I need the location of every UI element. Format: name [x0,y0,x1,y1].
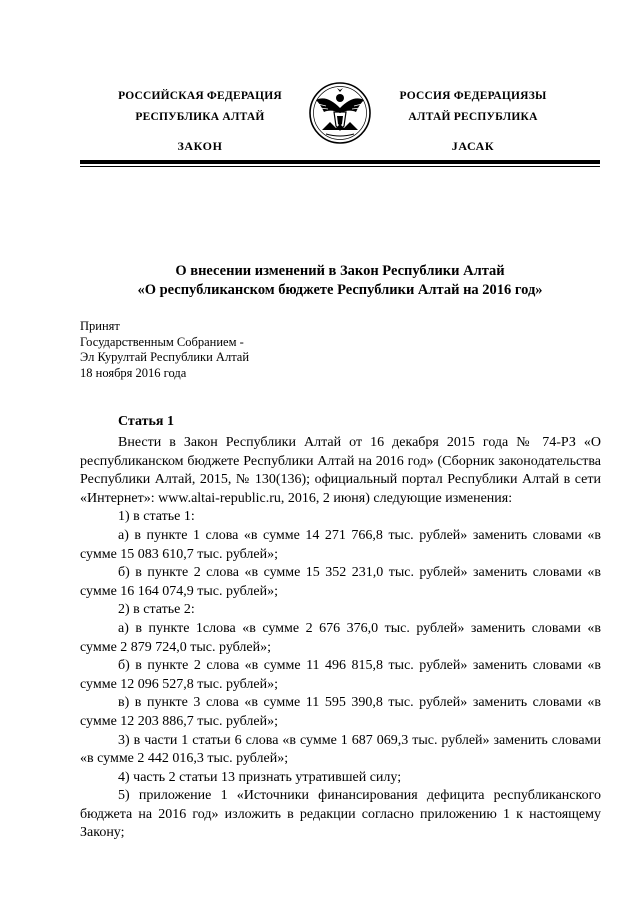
header-divider-thin [80,166,600,167]
article-paragraph: а) в пункте 1 слова «в сумме 14 271 766,8 тыс. рублей» заменить словами «в сумме 15 083 610,7 тыс. рублей»; [80,527,601,562]
adoption-note [80,319,249,381]
header-right [388,86,558,157]
title-line-2: «О республиканском бюджете Республики Алтай на 2016 год» [137,282,543,298]
article-paragraph: 3) в части 1 статьи 6 слова «в сумме 1 687 069,3 тыс. рублей» заменить словами «в сумме 2 442 016,3 тыс. рублей»; [80,732,601,767]
article-paragraph: Внести в Закон Республики Алтай от 16 декабря 2015 года № 74-РЗ «О республиканском бюджете Республики Алтай на 2016 год» (Сборник законодательства Республики Алтай, 2015, № 130(136); официальный портал Республики Алтай в сети «Интернет»: www.altai-republic.ru, 2016, 2 июня) следующие изменения: [80,435,601,506]
header-left-law: ЗАКОН [177,139,223,153]
adoption-date: 18 ноября 2016 года [80,365,187,380]
header-right-republic: АЛТАЙ РЕСПУБЛИКА [408,111,538,123]
adoption-line-3: Эл Курултай Республики Алтай [80,350,250,364]
adoption-line-1: Принят [80,319,120,333]
article-paragraph: б) в пункте 2 слова «в сумме 15 352 231,0 тыс. рублей» заменить словами «в сумме 16 164 074,9 тыс. рублей»; [80,565,601,599]
adoption-line-2: Государственным Собранием - [80,334,244,349]
header-right-country: РОССИЯ ФЕДЕРАЦИЯЗЫ [399,90,547,102]
title-line-1: О внесении изменений в Закон Республики Алтай [175,263,505,279]
document-title [80,262,600,300]
article-paragraph: 5) приложение 1 «Источники финансирования дефицита республиканского бюджета на 2016 год» изложить в редакции согласно приложению 1 к настоящему Закону; [80,788,601,841]
header-right-law: ЈАСАК [451,139,495,153]
article-paragraph: в) в пункте 3 слова «в сумме 11 595 390,8 тыс. рублей» заменить словами «в сумме 12 203 886,7 тыс. рублей»; [80,695,601,729]
altai-coat-of-arms-icon [300,80,380,146]
article-paragraph: 1) в статье 1: [118,509,195,525]
article-paragraph: а) в пункте 1слова «в сумме 2 676 376,0 тыс. рублей» заменить словами «в сумме 2 879 724,0 тыс. рублей»; [80,620,601,655]
article-paragraph: б) в пункте 2 слова «в сумме 11 496 815,8 тыс. рублей» заменить словами «в сумме 12 096 527,8 тыс. рублей»; [80,658,601,692]
header-left-country: РОССИЙСКАЯ ФЕДЕРАЦИЯ [118,90,282,102]
article-heading: Статья 1 [118,414,174,429]
header-divider-thick [80,160,600,164]
article-paragraph: 2) в статье 2: [118,602,195,618]
article-paragraph: 4) часть 2 статьи 13 признать утратившей силу; [118,769,402,785]
article-body [80,434,601,843]
header-left [110,86,290,157]
header-left-republic: РЕСПУБЛИКА АЛТАЙ [135,111,265,123]
